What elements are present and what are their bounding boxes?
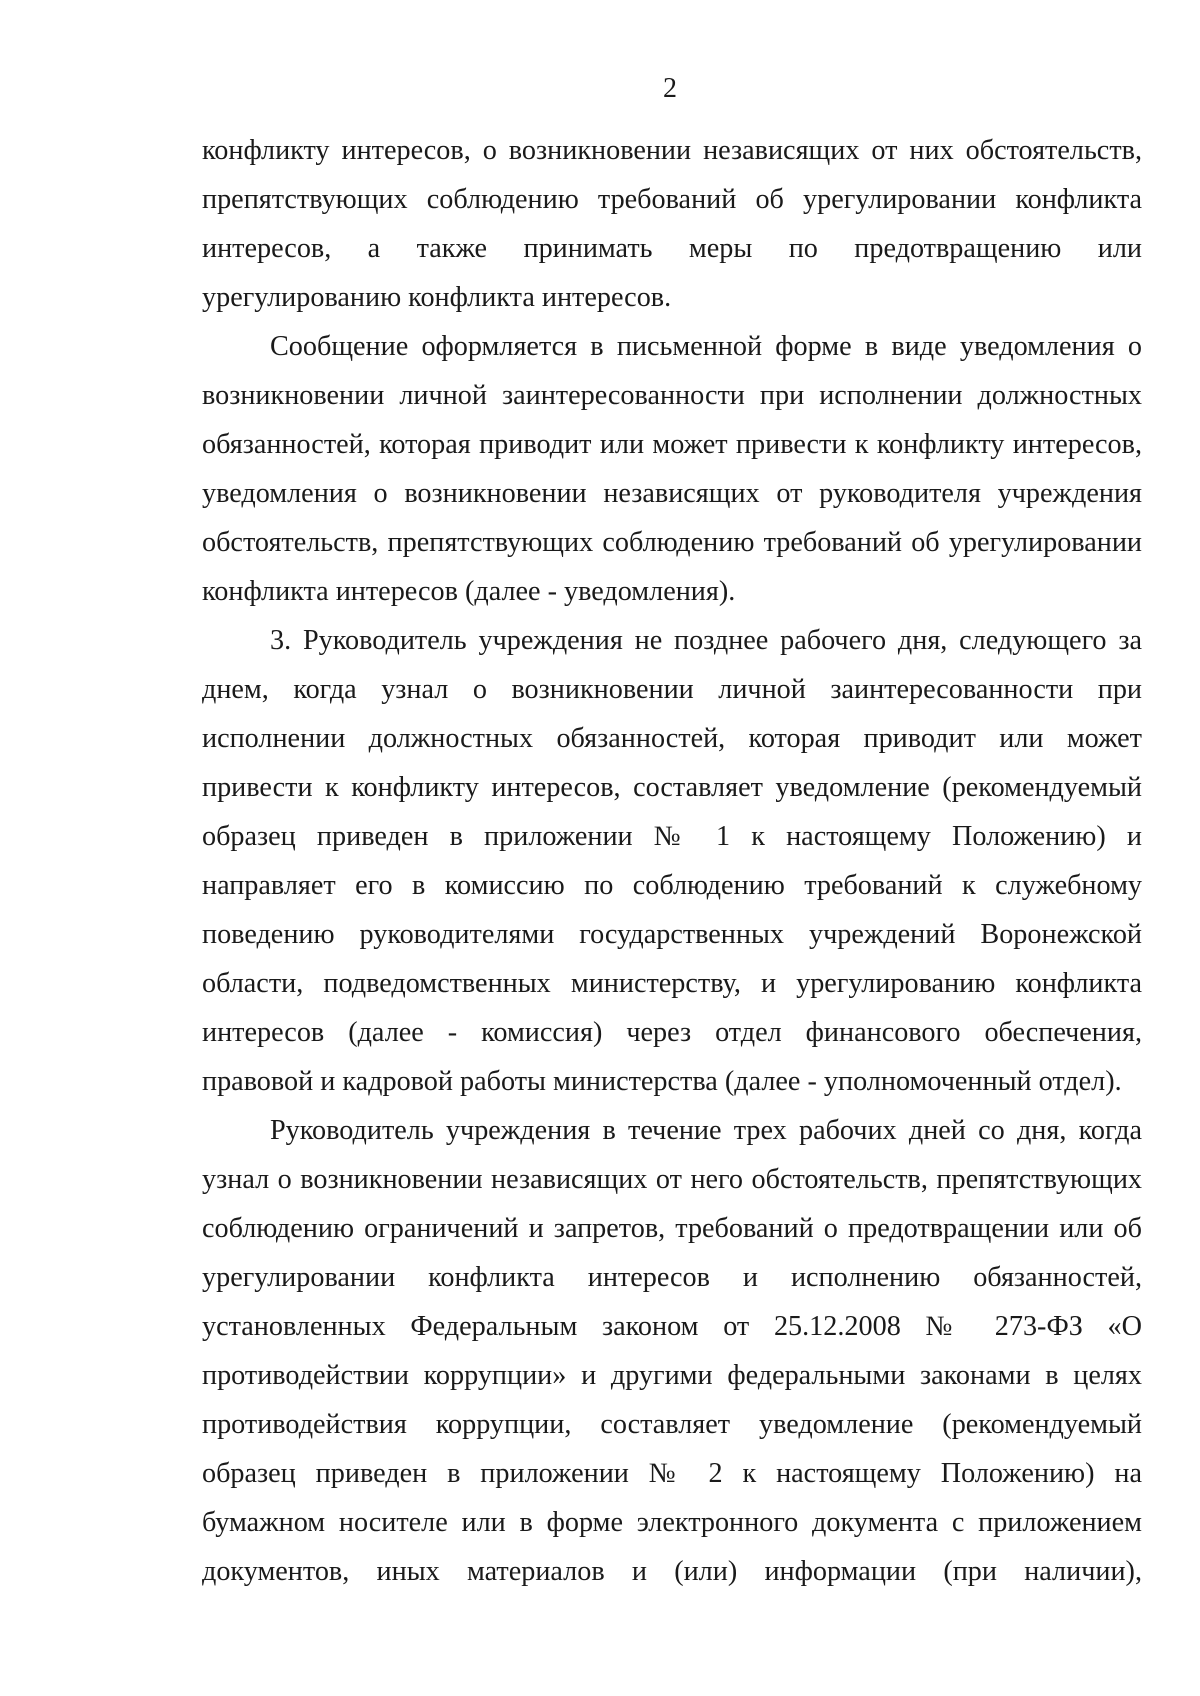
text-line: правовой и кадровой работы министерства (далее - уполномоченный отдел). [202, 1066, 1122, 1097]
text-line: конфликта интересов (далее - уведомления). [202, 576, 736, 607]
paragraph-first-line: 3. Руководитель учреждения не позднее рабочего дня, следующего за [270, 625, 1142, 656]
text-line: конфликту интересов, о возникновении независящих от них обстоятельств, [202, 135, 1142, 166]
text-line: обстоятельств, препятствующих соблюдению требований об урегулировании [202, 527, 1142, 558]
page-number: 2 [663, 73, 677, 104]
document-body [202, 126, 1142, 1596]
text-line: установленных Федеральным законом от 25.12.2008 № 273-ФЗ «О [202, 1311, 1142, 1342]
text-line: направляет его в комиссию по соблюдению требований к служебному [202, 870, 1142, 901]
text-line: бумажном носителе или в форме электронного документа с приложением [202, 1507, 1142, 1538]
text-line: противодействии коррупции» и другими федеральными законами в целях [202, 1360, 1142, 1391]
text-line: образец приведен в приложении № 1 к настоящему Положению) и [202, 821, 1142, 852]
text-line: днем, когда узнал о возникновении личной заинтересованности при [202, 674, 1142, 705]
text-line: узнал о возникновении независящих от него обстоятельств, препятствующих [202, 1164, 1142, 1195]
text-line: препятствующих соблюдению требований об урегулировании конфликта [202, 184, 1142, 215]
text-line: поведению руководителями государственных учреждений Воронежской [202, 919, 1142, 950]
text-line: обязанностей, которая приводит или может привести к конфликту интересов, [202, 429, 1142, 460]
text-line: привести к конфликту интересов, составляет уведомление (рекомендуемый [202, 772, 1142, 803]
text-line: урегулированию конфликта интересов. [202, 282, 672, 313]
text-line: урегулировании конфликта интересов и исполнению обязанностей, [202, 1262, 1142, 1293]
text-line: интересов (далее - комиссия) через отдел финансового обеспечения, [202, 1017, 1142, 1048]
text-line: противодействия коррупции, составляет уведомление (рекомендуемый [202, 1409, 1142, 1440]
text-line: области, подведомственных министерству, и урегулированию конфликта [202, 968, 1142, 999]
text-line: образец приведен в приложении № 2 к настоящему Положению) на [202, 1458, 1142, 1489]
text-line: уведомления о возникновении независящих от руководителя учреждения [202, 478, 1142, 509]
paragraph-first-line: Руководитель учреждения в течение трех рабочих дней со дня, когда [270, 1115, 1142, 1146]
text-line: возникновении личной заинтересованности при исполнении должностных [202, 380, 1142, 411]
text-line: исполнении должностных обязанностей, которая приводит или может [202, 723, 1142, 754]
paragraph-first-line: Сообщение оформляется в письменной форме в виде уведомления о [270, 331, 1142, 362]
text-line: интересов, а также принимать меры по предотвращению или [202, 233, 1142, 264]
text-line: соблюдению ограничений и запретов, требований о предотвращении или об [202, 1213, 1142, 1244]
text-line: документов, иных материалов и (или) информации (при наличии), [202, 1556, 1142, 1587]
